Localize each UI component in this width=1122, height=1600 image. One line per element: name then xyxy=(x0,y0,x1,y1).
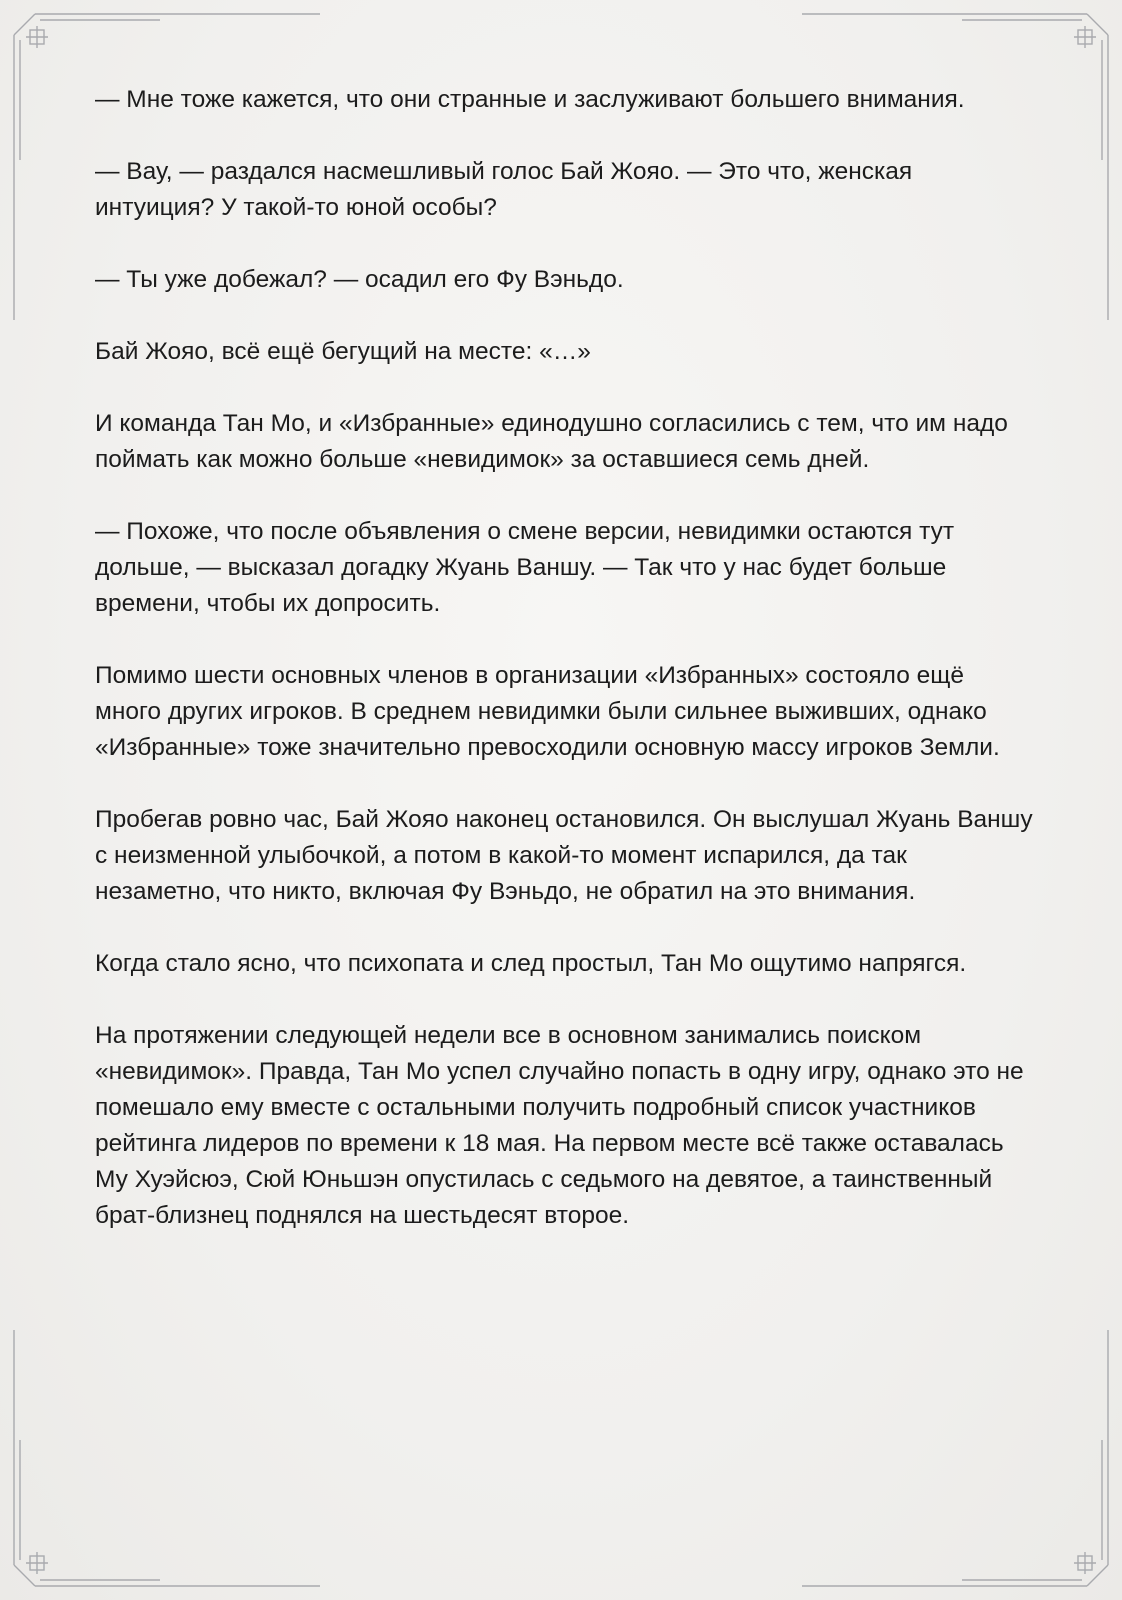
corner-ornament-bottom-right xyxy=(802,1330,1108,1586)
corner-ornament-bottom-left xyxy=(14,1330,320,1586)
paragraph: Бай Жояо, всё ещё бегущий на месте: «…» xyxy=(95,338,591,365)
paragraph: Пробегав ровно час, Бай Жояо наконец остановился. Он выслушал Жуань Ваншу с неизменной улыбочкой, а потом в какой-то момент испарился, да так незаметно, что никто, включая Фу Вэньдо, не обратил на это внимания. xyxy=(95,806,1033,905)
chapter-text xyxy=(95,82,1035,1270)
paragraph: Помимо шести основных членов в организации «Избранных» состояло ещё много других игроков. В среднем невидимки были сильнее выживших, однако «Избранные» тоже значительно превосходили основную массу игроков Земли. xyxy=(95,662,1000,761)
paragraph: — Вау, — раздался насмешливый голос Бай Жояо. — Это что, женская интуиция? У такой-то юной особы? xyxy=(95,158,913,221)
paragraph: И команда Тан Мо, и «Избранные» единодушно согласились с тем, что им надо поймать как можно больше «невидимок» за оставшиеся семь дней. xyxy=(95,410,1008,473)
paragraph: — Мне тоже кажется, что они странные и заслуживают большего внимания. xyxy=(95,86,965,113)
paragraph: Когда стало ясно, что психопата и след простыл, Тан Мо ощутимо напрягся. xyxy=(95,950,967,977)
paragraph: — Ты уже добежал? — осадил его Фу Вэньдо. xyxy=(95,266,624,293)
paragraph: — Похоже, что после объявления о смене версии, невидимки остаются тут дольше, — высказал догадку Жуань Ваншу. — Так что у нас будет больше времени, чтобы их допросить. xyxy=(95,518,955,617)
paragraph: На протяжении следующей недели все в основном занимались поиском «невидимок». Правда, Тан Мо успел случайно попасть в одну игру, однако это не помешало ему вместе с остальными получить подробный список участников рейтинга лидеров по времени к 18 мая. На первом месте всё также оставалась Му Хуэйсюэ, Сюй Юньшэн опустилась с седьмого на девятое, а таинственный брат-близнец поднялся на шестьдесят второе. xyxy=(95,1022,1024,1229)
